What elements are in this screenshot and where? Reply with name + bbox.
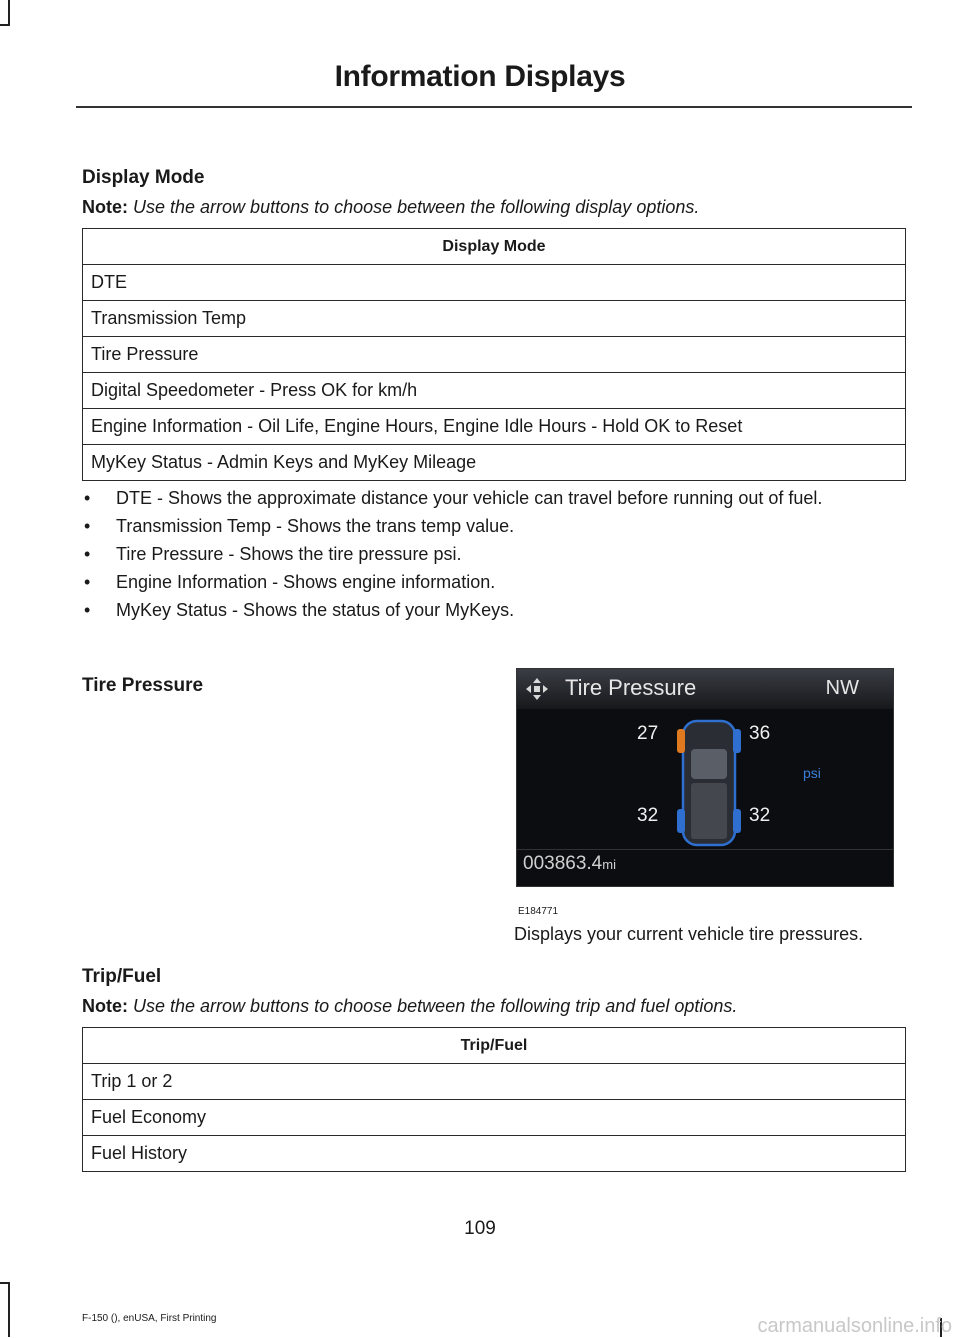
four-way-arrows-icon	[525, 677, 549, 701]
list-item: • Tire Pressure - Shows the tire pressure psi.	[84, 544, 462, 564]
truck-top-view-icon	[677, 709, 741, 849]
display-mode-note	[82, 197, 699, 218]
list-item: • DTE - Shows the approximate distance your vehicle can travel before running out of fuel.	[84, 488, 823, 508]
compass-heading: NW	[825, 677, 859, 699]
odometer	[523, 853, 616, 875]
odometer-value: 003863.4	[523, 853, 603, 874]
page-number: 109	[464, 1218, 496, 1239]
table-row: Fuel History	[83, 1136, 906, 1172]
table-header: Display Mode	[83, 229, 906, 265]
note-text: Use the arrow buttons to choose between the following display options.	[133, 197, 700, 217]
table-row: Tire Pressure	[83, 337, 906, 373]
display-mode-bullets	[82, 488, 906, 628]
trip-fuel-table	[82, 1027, 906, 1172]
list-item: • Transmission Temp - Shows the trans temp value.	[84, 516, 515, 536]
table-row: Fuel Economy	[83, 1100, 906, 1136]
image-caption: Displays your current vehicle tire pressures.	[514, 924, 864, 944]
display-mode-heading: Display Mode	[82, 167, 205, 188]
pressure-unit: psi	[803, 765, 821, 781]
table-row: Engine Information - Oil Life, Engine Hours, Engine Idle Hours - Hold OK to Reset	[83, 409, 906, 445]
crop-mark-bottom-left	[8, 1282, 10, 1337]
list-item: • MyKey Status - Shows the status of your MyKeys.	[84, 600, 515, 620]
tire-pressure-heading: Tire Pressure	[82, 675, 204, 696]
trip-fuel-note	[82, 996, 737, 1017]
note-text: Use the arrow buttons to choose between the following trip and fuel options.	[133, 996, 738, 1016]
image-code: E184771	[518, 906, 559, 917]
list-item-text: Tire Pressure - Shows the tire pressure psi.	[116, 544, 462, 564]
screen-divider	[517, 849, 893, 850]
odometer-unit: mi	[602, 857, 616, 872]
display-mode-table	[82, 228, 906, 481]
screen-title: Tire Pressure	[565, 675, 697, 700]
table-header: Trip/Fuel	[83, 1028, 906, 1064]
list-item: • Engine Information - Shows engine information.	[84, 572, 496, 592]
table-row: MyKey Status - Admin Keys and MyKey Mileage	[83, 445, 906, 481]
trip-fuel-heading: Trip/Fuel	[82, 966, 162, 987]
list-item-text: Engine Information - Shows engine information.	[116, 572, 496, 592]
tire-pressure-screen-image	[516, 668, 894, 887]
table-row: Trip 1 or 2	[83, 1064, 906, 1100]
rear-left-pressure: 32	[637, 805, 659, 826]
rear-right-pressure: 32	[749, 805, 771, 826]
list-item-text: MyKey Status - Shows the status of your MyKeys.	[116, 600, 515, 620]
list-item-text: DTE - Shows the approximate distance your vehicle can travel before running out of fuel.	[116, 488, 823, 508]
crop-mark-bottom-left-horizontal	[0, 1282, 10, 1284]
table-row: Transmission Temp	[83, 301, 906, 337]
crop-mark-top-left-horizontal	[0, 24, 10, 26]
table-row: Digital Speedometer - Press OK for km/h	[83, 373, 906, 409]
table-row: DTE	[83, 265, 906, 301]
header-divider	[76, 106, 912, 108]
crop-mark-top-left	[8, 0, 10, 26]
page-title: Information Displays	[334, 60, 626, 93]
edition-footer: F-150 (), enUSA, First Printing	[82, 1313, 217, 1324]
watermark: carmanualsonline.info	[757, 1315, 952, 1337]
note-label: Note:	[82, 996, 128, 1016]
list-item-text: Transmission Temp - Shows the trans temp value.	[116, 516, 515, 536]
note-label: Note:	[82, 197, 128, 217]
front-left-pressure: 27	[637, 723, 659, 744]
front-right-pressure: 36	[749, 723, 771, 744]
